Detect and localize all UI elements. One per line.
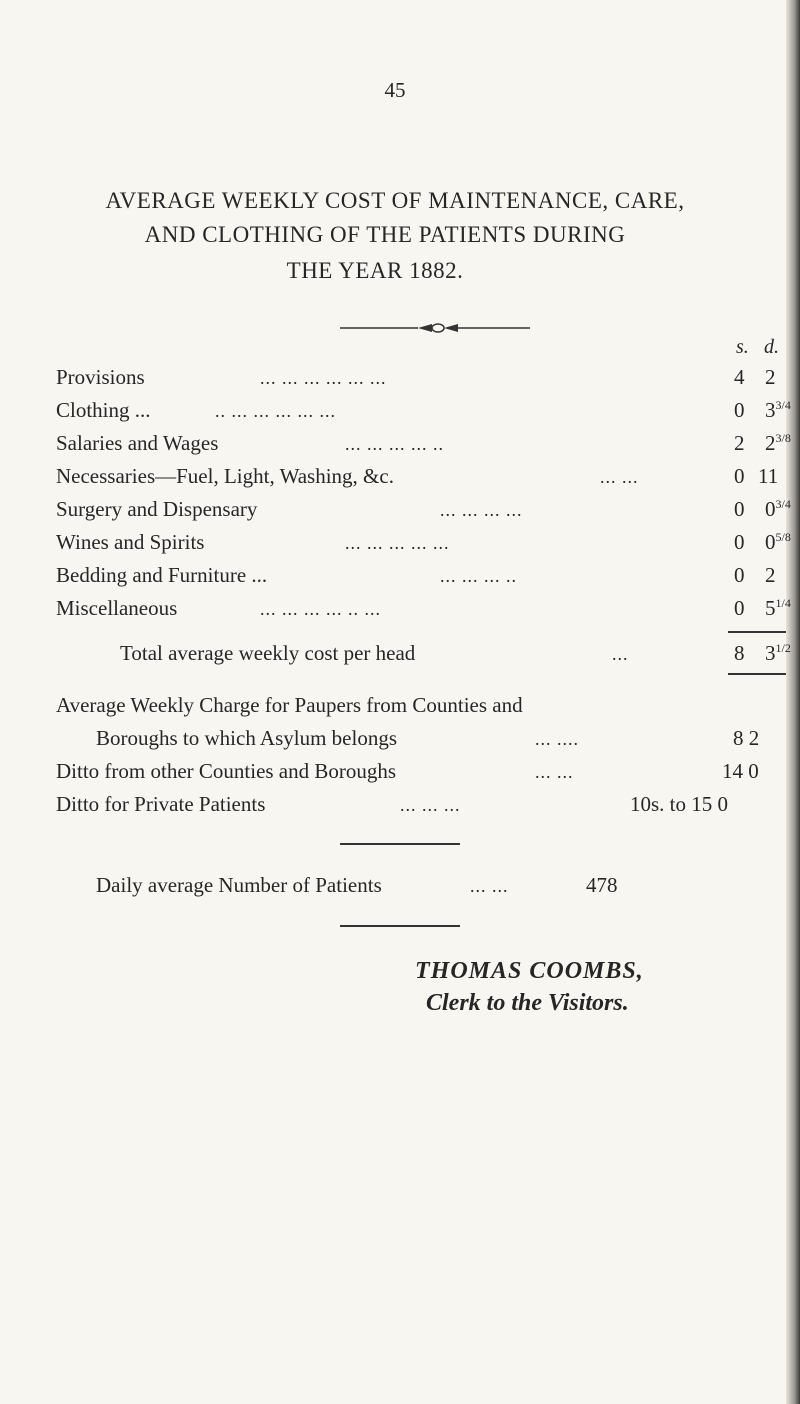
total-rule-bottom [728,673,786,675]
pence-heading: d. [764,336,779,358]
item-fraction: 3/4 [775,497,791,511]
total-fraction: 1/2 [775,641,791,655]
title-line-2: AND CLOTHING OF THE PATIENTS DURING [144,222,626,247]
item-pence: 11 [758,464,779,488]
item-dots: ... ... ... .. [440,566,517,586]
item-shillings: 0 [734,563,745,587]
charge-value: 14 0 [722,759,759,783]
charge-label-own-boroughs: Boroughs to which Asylum belongs [96,726,398,750]
item-label-necessaries: Necessaries—Fuel, Light, Washing, &c. [56,464,394,488]
item-shillings: 4 [734,365,745,389]
charge-label-other-counties: Ditto from other Counties and Boroughs [56,759,397,783]
item-dots: ... ... ... ... .. ... [260,599,381,619]
total-label: Total average weekly cost per head [120,641,416,665]
signature-name: THOMAS COOMBS, [415,958,644,984]
item-shillings: 0 [734,398,745,422]
shillings-heading: s. [736,336,749,358]
item-label-bedding: Bedding and Furniture ... [56,563,268,587]
item-label-provisions: Provisions [56,365,145,389]
item-shillings: 0 [734,464,745,488]
total-dots: ... [612,644,629,664]
charge-label-private: Ditto for Private Patients [56,792,266,816]
item-pence: $0^{5/8}$ [765,530,791,554]
item-pence: $3^{3/4}$ [765,398,791,422]
item-dots: ... ... ... ... [440,500,523,520]
item-pence: $5^{1/4}$ [765,596,791,620]
daily-average-value: 478 [586,873,618,897]
charge-dots: ... ... ... [400,795,461,815]
item-dots: ... ... ... ... .. [345,434,444,454]
item-shillings: 0 [734,530,745,554]
item-pence: 2 [765,563,776,587]
item-dots: ... ... ... ... ... ... [260,368,387,388]
item-dots: .. ... ... ... ... ... [215,401,336,421]
item-fraction: 3/8 [775,431,791,445]
signature-title: Clerk to the Visitors. [426,990,629,1016]
item-shillings: 0 [734,596,745,620]
item-dots: ... ... [600,467,639,487]
daily-average-label: Daily average Number of Patients [96,873,382,897]
item-label-salaries: Salaries and Wages [56,431,219,455]
item-dots: ... ... ... ... ... [345,533,450,553]
title-line-3: THE YEAR 1882. [286,258,464,283]
total-shillings: 8 [734,641,745,665]
total-rule-top [728,631,786,633]
item-fraction: 1/4 [775,596,791,610]
charge-dots: ... .... [535,729,579,749]
item-pence: 2 [765,365,776,389]
divider-rule [340,843,460,845]
charge-heading: Average Weekly Charge for Paupers from Counties and [56,693,523,717]
charge-value: 8 2 [733,726,760,750]
total-pence: $3^{1/2}$ [765,641,791,665]
item-pence: $0^{3/4}$ [765,497,791,521]
item-fraction: 3/4 [775,398,791,412]
divider-rule [340,925,460,927]
charge-dots: ... ... [535,762,574,782]
title-line-1: AVERAGE WEEKLY COST OF MAINTENANCE, CARE, [105,188,685,213]
item-shillings: 2 [734,431,745,455]
daily-average-dots: ... ... [470,876,509,896]
charge-value: 10s. to 15 0 [630,792,729,816]
item-fraction: 5/8 [775,530,791,544]
ornament-divider [340,321,530,335]
item-pence: $2^{3/8}$ [765,431,791,455]
item-label-clothing: Clothing ... [56,398,151,422]
page-number: 45 [384,78,406,102]
item-label-wines: Wines and Spirits [56,530,205,554]
item-label-surgery: Surgery and Dispensary [56,497,258,521]
item-shillings: 0 [734,497,745,521]
item-label-miscellaneous: Miscellaneous [56,596,178,620]
